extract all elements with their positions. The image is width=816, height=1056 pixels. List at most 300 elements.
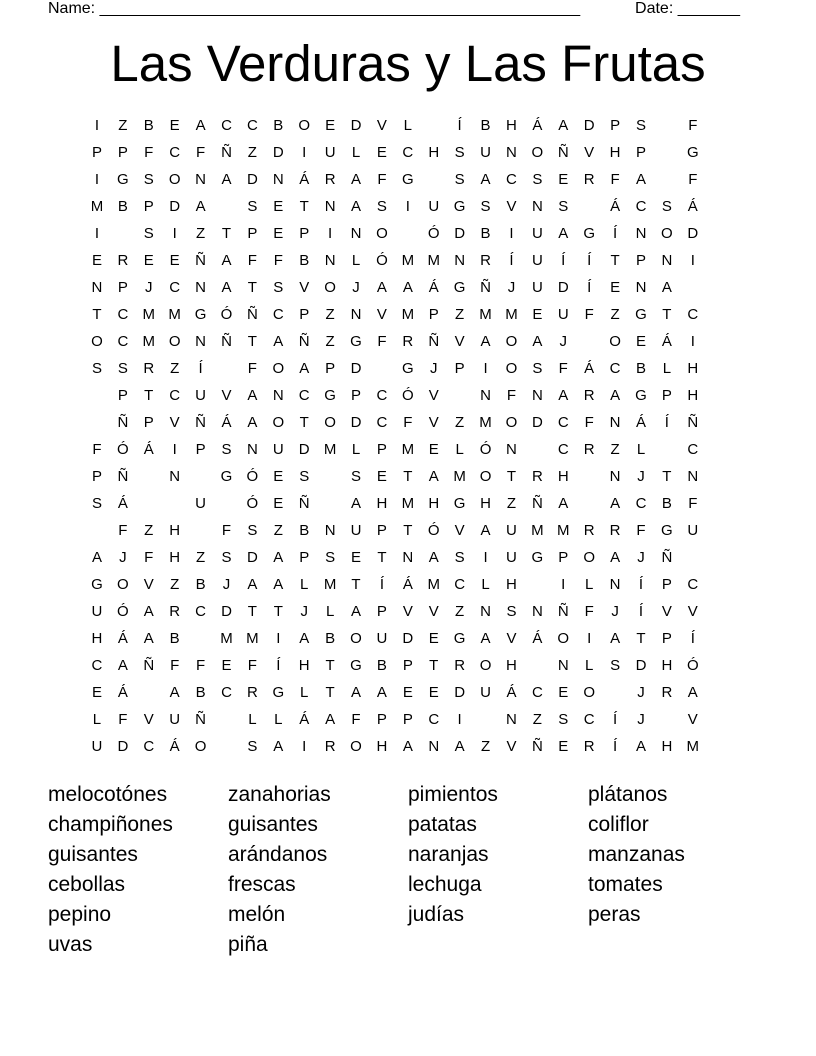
grid-cell[interactable]: E <box>143 252 154 269</box>
grid-cell[interactable]: A <box>273 333 284 350</box>
grid-cell[interactable]: Ó <box>117 603 129 620</box>
grid-cell[interactable]: O <box>350 630 362 647</box>
grid-cell[interactable]: M <box>453 468 466 485</box>
grid-cell[interactable]: U <box>531 279 543 296</box>
grid-cell[interactable]: G <box>453 279 466 296</box>
grid-cell[interactable]: Z <box>455 414 465 431</box>
grid-cell[interactable]: E <box>558 171 569 188</box>
grid-cell[interactable]: Ñ <box>480 279 491 296</box>
grid-cell[interactable]: P <box>454 360 465 377</box>
grid-cell[interactable]: J <box>507 279 516 296</box>
grid-cell[interactable]: V <box>376 117 387 134</box>
grid-cell[interactable]: I <box>690 333 695 350</box>
grid-cell[interactable]: I <box>94 225 100 242</box>
grid-cell[interactable] <box>214 193 240 220</box>
grid-cell[interactable]: N <box>531 198 543 215</box>
grid-cell[interactable]: S <box>247 198 258 215</box>
grid-cell[interactable]: P <box>91 144 102 161</box>
grid-cell[interactable]: C <box>557 414 569 431</box>
grid-cell[interactable]: N <box>480 387 491 404</box>
grid-cell[interactable]: A <box>351 198 362 215</box>
grid-cell[interactable]: P <box>661 576 672 593</box>
grid-cell[interactable]: P <box>376 711 387 728</box>
grid-cell[interactable]: M <box>168 306 181 323</box>
grid-cell[interactable]: P <box>117 144 128 161</box>
grid-cell[interactable]: Z <box>195 225 206 242</box>
grid-cell[interactable]: V <box>376 306 387 323</box>
grid-cell[interactable]: A <box>558 225 569 242</box>
grid-cell[interactable]: A <box>273 576 284 593</box>
grid-cell[interactable]: C <box>272 306 284 323</box>
grid-cell[interactable]: J <box>637 549 645 566</box>
grid-cell[interactable]: Z <box>532 711 542 728</box>
grid-cell[interactable]: O <box>376 225 388 242</box>
grid-cell[interactable]: Ñ <box>428 333 440 350</box>
grid-cell[interactable]: C <box>298 387 310 404</box>
grid-cell[interactable]: D <box>635 657 647 674</box>
grid-cell[interactable]: F <box>610 171 620 188</box>
grid-cell[interactable]: M <box>427 252 440 269</box>
grid-cell[interactable]: N <box>609 414 621 431</box>
grid-cell[interactable]: Ñ <box>687 414 699 431</box>
grid-cell[interactable]: U <box>506 522 517 539</box>
grid-cell[interactable]: E <box>273 468 284 485</box>
grid-cell[interactable]: O <box>583 684 595 701</box>
grid-cell[interactable]: V <box>506 198 517 215</box>
grid-cell[interactable]: P <box>117 279 128 296</box>
grid-cell[interactable]: U <box>557 306 569 323</box>
grid-cell[interactable]: D <box>272 144 284 161</box>
grid-cell[interactable]: M <box>686 738 700 755</box>
grid-cell[interactable]: J <box>637 684 645 701</box>
grid-cell[interactable]: L <box>274 711 283 728</box>
grid-cell[interactable]: F <box>584 414 594 431</box>
grid-cell[interactable]: P <box>299 306 310 323</box>
grid-cell[interactable]: Z <box>273 522 283 539</box>
grid-cell[interactable]: Ñ <box>221 333 232 350</box>
grid-cell[interactable]: F <box>584 306 594 323</box>
grid-cell[interactable]: Á <box>610 198 621 215</box>
grid-cell[interactable]: G <box>272 684 285 701</box>
grid-cell[interactable]: A <box>610 549 621 566</box>
grid-cell[interactable]: P <box>143 198 154 215</box>
grid-cell[interactable]: F <box>247 360 257 377</box>
grid-cell[interactable]: M <box>479 414 492 431</box>
grid-cell[interactable]: H <box>169 522 181 539</box>
grid-cell[interactable]: P <box>247 225 258 242</box>
grid-cell[interactable]: Ó <box>220 306 233 323</box>
grid-cell[interactable]: M <box>401 306 415 323</box>
grid-cell[interactable]: J <box>119 549 127 566</box>
grid-cell[interactable]: N <box>195 279 206 296</box>
grid-cell[interactable]: I <box>561 576 566 593</box>
grid-cell[interactable]: S <box>454 171 465 188</box>
grid-cell[interactable]: M <box>323 576 337 593</box>
grid-cell[interactable]: P <box>351 387 362 404</box>
grid-cell[interactable]: M <box>505 306 518 323</box>
grid-cell[interactable]: N <box>246 441 258 458</box>
grid-cell[interactable]: V <box>428 387 439 404</box>
grid-cell[interactable]: P <box>91 468 102 485</box>
grid-cell[interactable]: H <box>376 495 388 512</box>
grid-cell[interactable]: N <box>635 279 647 296</box>
name-field[interactable]: Name: ______________________________________________________ <box>48 0 581 17</box>
grid-cell[interactable]: N <box>454 252 466 269</box>
grid-cell[interactable]: G <box>324 387 336 404</box>
grid-cell[interactable]: V <box>506 738 517 755</box>
grid-cell[interactable]: T <box>429 657 439 674</box>
grid-cell[interactable]: T <box>247 333 257 350</box>
grid-cell[interactable]: G <box>350 333 362 350</box>
grid-cell[interactable]: Á <box>299 711 310 728</box>
grid-cell[interactable]: P <box>661 387 672 404</box>
grid-cell[interactable]: Í <box>457 117 462 134</box>
grid-cell[interactable]: Z <box>610 441 620 458</box>
grid-cell[interactable]: A <box>273 549 284 566</box>
grid-cell[interactable]: Ñ <box>557 603 569 620</box>
grid-cell[interactable]: Í <box>587 279 592 296</box>
grid-cell[interactable]: D <box>583 117 595 134</box>
grid-cell[interactable]: F <box>118 522 128 539</box>
grid-cell[interactable] <box>317 463 343 490</box>
grid-cell[interactable]: D <box>557 279 569 296</box>
grid-cell[interactable]: R <box>246 684 258 701</box>
grid-cell[interactable] <box>473 706 499 733</box>
grid-cell[interactable]: F <box>92 441 102 458</box>
grid-cell[interactable]: G <box>635 306 647 323</box>
grid-cell[interactable]: D <box>454 225 466 242</box>
grid-cell[interactable]: U <box>324 144 336 161</box>
grid-cell[interactable]: Z <box>325 333 335 350</box>
grid-cell[interactable]: T <box>403 522 413 539</box>
grid-cell[interactable]: M <box>90 198 104 215</box>
grid-cell[interactable]: H <box>506 117 517 134</box>
grid-cell[interactable] <box>214 733 240 760</box>
grid-cell[interactable]: C <box>169 279 181 296</box>
grid-cell[interactable]: A <box>610 387 621 404</box>
grid-cell[interactable]: T <box>662 468 672 485</box>
grid-cell[interactable]: A <box>195 198 206 215</box>
grid-cell[interactable]: B <box>299 252 310 269</box>
grid-cell[interactable]: E <box>351 549 362 566</box>
grid-cell[interactable]: F <box>688 171 698 188</box>
grid-cell[interactable]: T <box>662 306 672 323</box>
grid-cell[interactable]: I <box>172 225 177 242</box>
grid-cell[interactable]: Ó <box>376 252 388 269</box>
grid-cell[interactable]: E <box>635 333 646 350</box>
grid-cell[interactable]: N <box>531 603 543 620</box>
grid-cell[interactable]: F <box>144 549 154 566</box>
grid-cell[interactable]: P <box>402 657 413 674</box>
grid-cell[interactable]: D <box>246 549 258 566</box>
grid-cell[interactable]: B <box>143 117 154 134</box>
grid-cell[interactable]: F <box>195 144 206 161</box>
grid-cell[interactable]: V <box>661 603 672 620</box>
grid-cell[interactable]: T <box>247 279 257 296</box>
grid-cell[interactable]: D <box>531 414 543 431</box>
grid-cell[interactable]: Z <box>195 549 206 566</box>
grid-cell[interactable]: S <box>91 495 102 512</box>
grid-cell[interactable]: M <box>401 495 415 512</box>
grid-cell[interactable]: F <box>584 603 594 620</box>
grid-cell[interactable]: S <box>247 522 258 539</box>
grid-cell[interactable]: P <box>299 549 310 566</box>
grid-cell[interactable]: A <box>247 576 258 593</box>
grid-cell[interactable]: N <box>531 387 543 404</box>
grid-cell[interactable]: A <box>376 684 387 701</box>
grid-cell[interactable]: H <box>91 630 103 647</box>
grid-cell[interactable]: E <box>376 144 387 161</box>
grid-cell[interactable]: Ó <box>427 522 440 539</box>
grid-cell[interactable]: S <box>558 711 569 728</box>
grid-cell[interactable]: M <box>401 441 415 458</box>
grid-cell[interactable]: I <box>457 711 462 728</box>
grid-cell[interactable]: B <box>195 684 206 701</box>
grid-cell[interactable]: P <box>610 117 621 134</box>
grid-cell[interactable]: B <box>325 630 336 647</box>
grid-cell[interactable]: I <box>94 117 100 134</box>
grid-cell[interactable]: A <box>558 387 569 404</box>
grid-cell[interactable]: Á <box>117 630 128 647</box>
grid-cell[interactable]: H <box>687 360 699 377</box>
grid-cell[interactable]: Ñ <box>661 549 673 566</box>
grid-cell[interactable]: B <box>195 576 206 593</box>
grid-cell[interactable]: P <box>428 306 439 323</box>
grid-cell[interactable]: Í <box>690 630 695 647</box>
grid-cell[interactable]: I <box>483 360 488 377</box>
grid-cell[interactable]: U <box>91 603 103 620</box>
grid-cell[interactable]: Ñ <box>531 495 543 512</box>
grid-cell[interactable]: E <box>428 684 439 701</box>
grid-cell[interactable]: Á <box>584 360 595 377</box>
grid-cell[interactable]: Á <box>299 171 310 188</box>
grid-cell[interactable]: S <box>480 198 491 215</box>
grid-cell[interactable]: T <box>403 468 413 485</box>
grid-cell[interactable]: A <box>635 738 646 755</box>
grid-cell[interactable]: I <box>172 441 177 458</box>
grid-cell[interactable]: O <box>324 279 336 296</box>
grid-cell[interactable]: Ñ <box>117 468 129 485</box>
grid-cell[interactable]: A <box>376 279 387 296</box>
grid-cell[interactable]: F <box>118 711 128 728</box>
grid-cell[interactable]: T <box>144 387 154 404</box>
grid-cell[interactable] <box>214 490 240 517</box>
grid-cell[interactable] <box>162 490 188 517</box>
grid-cell[interactable]: F <box>247 252 257 269</box>
grid-cell[interactable]: G <box>350 657 362 674</box>
grid-cell[interactable]: I <box>302 144 307 161</box>
grid-cell[interactable]: Í <box>638 576 644 593</box>
grid-cell[interactable]: F <box>247 657 257 674</box>
grid-cell[interactable]: P <box>558 549 569 566</box>
grid-cell[interactable]: F <box>221 522 232 539</box>
grid-cell[interactable] <box>188 517 214 544</box>
grid-cell[interactable]: A <box>635 171 646 188</box>
grid-cell[interactable]: C <box>506 171 517 188</box>
grid-cell[interactable]: M <box>531 522 544 539</box>
grid-cell[interactable]: A <box>428 549 439 566</box>
grid-cell[interactable]: Ñ <box>195 414 206 431</box>
grid-cell[interactable]: D <box>402 630 414 647</box>
grid-cell[interactable]: F <box>170 657 180 674</box>
grid-cell[interactable]: O <box>479 657 492 674</box>
grid-cell[interactable]: G <box>401 171 414 188</box>
grid-cell[interactable]: H <box>557 468 569 485</box>
grid-cell[interactable]: R <box>583 171 595 188</box>
grid-cell[interactable]: I <box>483 549 488 566</box>
grid-cell[interactable]: A <box>532 333 543 350</box>
grid-cell[interactable]: H <box>480 495 491 512</box>
grid-cell[interactable]: I <box>690 252 695 269</box>
grid-cell[interactable]: R <box>324 738 336 755</box>
grid-cell[interactable] <box>188 463 214 490</box>
grid-cell[interactable]: O <box>168 333 181 350</box>
grid-cell[interactable]: E <box>91 684 102 701</box>
grid-cell[interactable]: A <box>143 630 154 647</box>
grid-cell[interactable]: I <box>509 225 514 242</box>
grid-cell[interactable]: E <box>376 468 387 485</box>
grid-cell[interactable]: B <box>480 117 491 134</box>
grid-cell[interactable]: M <box>142 306 156 323</box>
grid-cell[interactable] <box>680 544 706 571</box>
grid-cell[interactable]: E <box>325 117 336 134</box>
grid-cell[interactable]: J <box>611 603 619 620</box>
grid-cell[interactable]: L <box>300 684 309 701</box>
grid-cell[interactable]: C <box>143 738 155 755</box>
grid-cell[interactable]: H <box>169 549 181 566</box>
grid-cell[interactable]: T <box>377 549 387 566</box>
grid-cell[interactable] <box>602 679 628 706</box>
grid-cell[interactable]: Á <box>169 738 180 755</box>
grid-cell[interactable]: S <box>143 225 154 242</box>
grid-cell[interactable]: U <box>506 549 517 566</box>
grid-cell[interactable]: M <box>401 252 415 269</box>
grid-cell[interactable]: H <box>428 144 440 161</box>
grid-cell[interactable]: P <box>376 603 387 620</box>
grid-cell[interactable]: J <box>145 279 153 296</box>
grid-cell[interactable]: E <box>221 657 232 674</box>
grid-cell[interactable]: D <box>350 117 362 134</box>
grid-cell[interactable]: Á <box>428 279 439 296</box>
grid-cell[interactable] <box>214 706 240 733</box>
grid-cell[interactable]: U <box>376 630 388 647</box>
grid-cell[interactable]: S <box>351 468 362 485</box>
grid-cell[interactable]: N <box>324 252 336 269</box>
grid-cell[interactable]: S <box>325 549 336 566</box>
grid-cell[interactable]: B <box>376 657 387 674</box>
grid-cell[interactable]: A <box>480 171 491 188</box>
grid-cell[interactable]: O <box>583 549 595 566</box>
grid-cell[interactable]: A <box>428 468 439 485</box>
grid-cell[interactable]: C <box>635 198 647 215</box>
grid-cell[interactable]: P <box>195 441 206 458</box>
grid-cell[interactable]: Ó <box>246 495 259 512</box>
grid-cell[interactable]: A <box>661 279 672 296</box>
grid-cell[interactable]: V <box>221 387 232 404</box>
grid-cell[interactable]: R <box>583 441 595 458</box>
grid-cell[interactable]: F <box>351 711 361 728</box>
grid-cell[interactable]: S <box>221 441 232 458</box>
grid-cell[interactable] <box>369 355 395 382</box>
grid-cell[interactable]: G <box>686 144 699 161</box>
grid-cell[interactable]: A <box>247 414 258 431</box>
grid-cell[interactable] <box>84 517 110 544</box>
grid-cell[interactable]: F <box>403 414 413 431</box>
grid-cell[interactable]: Ó <box>401 387 414 404</box>
grid-cell[interactable]: A <box>325 711 336 728</box>
grid-cell[interactable]: A <box>247 387 258 404</box>
grid-cell[interactable]: Ñ <box>557 144 569 161</box>
grid-cell[interactable] <box>447 382 473 409</box>
grid-cell[interactable]: C <box>91 657 103 674</box>
grid-cell[interactable]: J <box>637 711 645 728</box>
grid-cell[interactable]: Ñ <box>221 144 232 161</box>
grid-cell[interactable]: E <box>428 441 439 458</box>
grid-cell[interactable]: A <box>273 738 284 755</box>
grid-cell[interactable]: P <box>117 387 128 404</box>
grid-cell[interactable]: M <box>427 576 440 593</box>
grid-cell[interactable]: N <box>557 657 569 674</box>
grid-cell[interactable]: Ñ <box>195 711 206 728</box>
grid-cell[interactable]: P <box>299 225 310 242</box>
grid-cell[interactable]: T <box>610 252 620 269</box>
grid-cell[interactable]: L <box>455 441 464 458</box>
grid-cell[interactable]: I <box>302 738 307 755</box>
grid-cell[interactable]: H <box>506 657 517 674</box>
grid-cell[interactable]: E <box>402 684 413 701</box>
grid-cell[interactable]: Á <box>402 576 413 593</box>
grid-cell[interactable]: R <box>143 360 155 377</box>
grid-cell[interactable]: A <box>299 360 310 377</box>
grid-cell[interactable]: A <box>402 279 413 296</box>
grid-cell[interactable]: V <box>143 711 154 728</box>
grid-cell[interactable] <box>576 193 602 220</box>
grid-cell[interactable]: P <box>635 252 646 269</box>
grid-cell[interactable]: N <box>480 603 491 620</box>
grid-cell[interactable]: A <box>402 738 413 755</box>
grid-cell[interactable]: Í <box>561 252 566 269</box>
grid-cell[interactable]: H <box>661 738 673 755</box>
grid-cell[interactable]: Á <box>117 495 128 512</box>
grid-cell[interactable]: O <box>168 171 181 188</box>
grid-cell[interactable]: Ñ <box>195 252 206 269</box>
grid-cell[interactable]: N <box>609 468 621 485</box>
grid-cell[interactable]: Z <box>118 117 128 134</box>
grid-cell[interactable]: Ñ <box>117 414 129 431</box>
grid-cell[interactable]: D <box>350 414 362 431</box>
grid-cell[interactable]: V <box>428 603 439 620</box>
grid-cell[interactable] <box>654 166 680 193</box>
grid-cell[interactable]: T <box>636 630 646 647</box>
grid-cell[interactable]: B <box>169 630 180 647</box>
grid-cell[interactable]: U <box>480 684 491 701</box>
grid-cell[interactable]: C <box>376 414 388 431</box>
grid-cell[interactable]: C <box>169 144 181 161</box>
grid-cell[interactable]: N <box>687 468 699 485</box>
grid-cell[interactable]: R <box>454 657 466 674</box>
grid-cell[interactable]: N <box>195 333 206 350</box>
date-field[interactable]: Date: _______ <box>635 0 740 17</box>
grid-cell[interactable]: A <box>221 171 232 188</box>
grid-cell[interactable]: Í <box>638 603 644 620</box>
grid-cell[interactable]: C <box>531 684 543 701</box>
grid-cell[interactable]: P <box>661 630 672 647</box>
grid-cell[interactable]: Ñ <box>298 333 310 350</box>
grid-cell[interactable]: L <box>636 441 646 458</box>
grid-cell[interactable]: S <box>558 198 569 215</box>
grid-cell[interactable]: O <box>505 414 518 431</box>
grid-cell[interactable]: N <box>91 279 103 296</box>
